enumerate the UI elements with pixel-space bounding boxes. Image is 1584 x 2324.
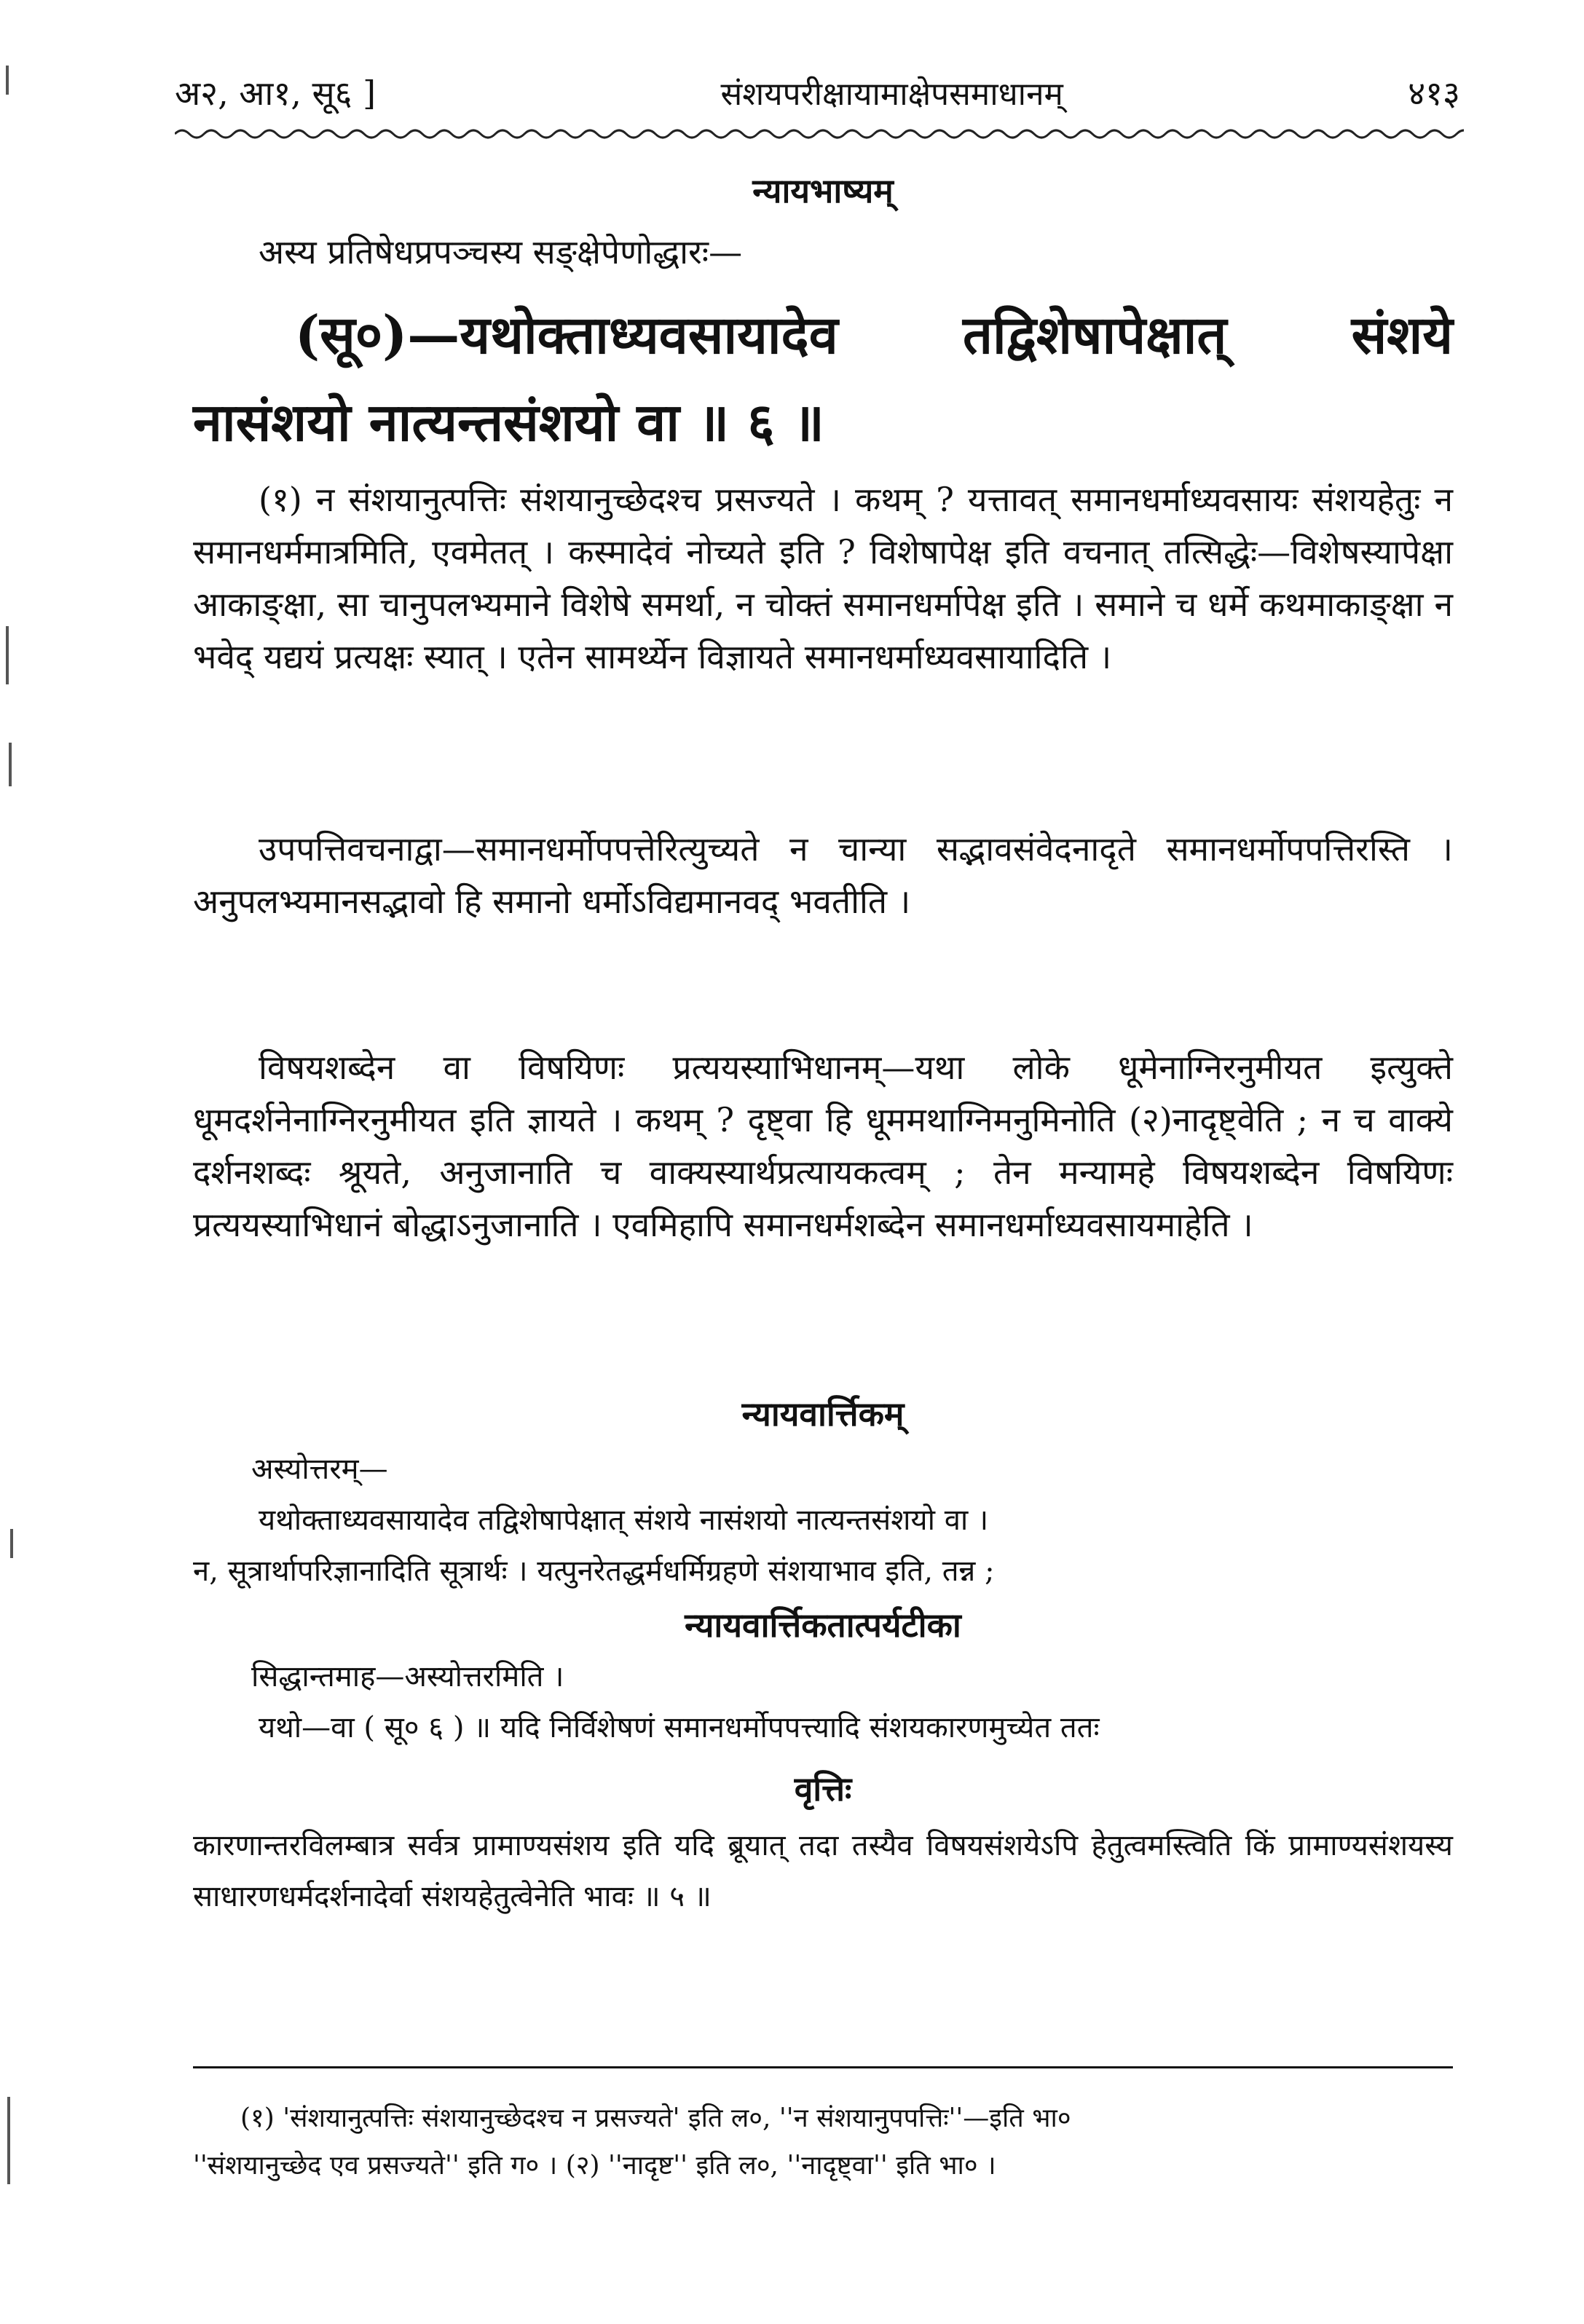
tika-heading: न्यायवार्त्तिकतात्पर्यटीका (685, 1605, 961, 1645)
bhashya-heading: न्यायभाष्यम् (752, 171, 894, 210)
tika-line-2: यथो—वा ( सू० ६ ) ॥ यदि निर्विशेषणं समानधर्मोपपत्त्यादि संशयकारणमुच्येत ततः (259, 1711, 1100, 1744)
sutra-line-2: नासंशयो नात्यन्तसंशयो वा ॥ ६ ॥ (193, 391, 824, 453)
vartika-line-2: न, सूत्रार्थापरिज्ञानादिति सूत्रार्थः । यत्पुनरेतद्धर्मधर्मिग्रहणे संशयाभाव इति, तन्न ; (193, 1554, 995, 1588)
header-section-ref: अ२, आ१, सू६ ] (175, 74, 377, 113)
scan-margin-mark (6, 66, 9, 95)
scan-margin-mark (6, 626, 9, 684)
tika-line-1: सिद्धान्तमाह—अस्योत्तरमिति । (251, 1660, 564, 1693)
running-header (175, 60, 1460, 125)
vartika-intro: अस्योत्तरम्— (251, 1452, 388, 1486)
sutra-line-1: (सू०)—यथोक्ताध्यवसायादेव तद्विशेषापेक्षात् संशये (295, 304, 1453, 365)
bhashya-intro: अस्य प्रतिषेधप्रपञ्चस्य सङ्क्षेपेणोद्धारः— (259, 232, 743, 272)
footnote-2: ''संशयानुच्छेद एव प्रसज्यते'' इति ग० । (२) ''नादृष्ट'' इति ल०, ''नादृष्ट्वा'' इति भा० । (193, 2151, 996, 2181)
header-wavy-rule (175, 125, 1464, 143)
scan-margin-mark (7, 2097, 10, 2184)
vritti-text: कारणान्तरविलम्बात्र सर्वत्र प्रामाण्यसंशय इति यदि ब्रूयात् तदा तस्यैव विषयसंशयेऽपि हेतुत्वमस्त्विति किं प्रामाण्यसंशयस्य साधारणधर्मदर्शनादेर्वा संशयहेतुत्वेनेति भावः ॥ ५ ॥ (193, 1829, 1453, 1913)
scan-margin-mark (10, 1529, 13, 1558)
footnote-1: (१) 'संशयानुत्पत्तिः संशयानुच्छेदश्च न प्रसज्यते' इति ल०, ''न संशयानुपपत्तिः''—इति भा० (240, 2103, 1071, 2133)
vartika-heading: न्यायवार्त्तिकम् (741, 1394, 905, 1434)
footnote-rule (193, 2066, 1453, 2068)
header-title: संशयपरीक्षायामाक्षेपसमाधानम् (720, 76, 1063, 113)
bhashya-paragraph-2: उपपत्तिवचनाद्वा—समानधर्मोपपत्तेरित्युच्यते न चान्या सद्भावसंवेदनादृते समानधर्मोपपत्तिरस्ति । अनुपलभ्यमानसद्भावो हि समानो धर्मोऽविद्यमानवद् भवतीति । (193, 829, 1453, 921)
bhashya-paragraph-3: विषयशब्देन वा विषयिणः प्रत्ययस्याभिधानम्—यथा लोके धूमेनाग्निरनुमीयत इत्युक्ते धूमदर्शनेनाग्निरनुमीयत इति ज्ञायते । कथम् ? दृष्ट्वा हि धूममथाग्निमनुमिनोति (२)नादृष्ट्वेति ; न च वाक्ये दर्शनशब्दः श्रूयते, अनुजानाति च वाक्यस्यार्थप्रत्यायकत्वम् ; तेन मन्यामहे विषयशब्देन विषयिणः प्रत्ययस्याभिधानं बोद्धाऽनुजानाति । एवमिहापि समानधर्मशब्देन समानधर्माध्यवसायमाहेति । (193, 1048, 1453, 1244)
scan-margin-mark (9, 743, 12, 786)
sutra-block (193, 291, 1453, 466)
page-number: ४१३ (1408, 74, 1460, 113)
vartika-line-1: यथोक्ताध्यवसायादेव तद्विशेषापेक्षात् संशये नासंशयो नात्यन्तसंशयो वा । (259, 1503, 989, 1537)
bhashya-paragraph-1: (१) न संशयानुत्पत्तिः संशयानुच्छेदश्च प्रसज्यते । कथम् ? यत्तावत् समानधर्माध्यवसायः संशयहेतुः न समानधर्ममात्रमिति, एवमेतत् । कस्मादेवं नोच्यते इति ? विशेषापेक्ष इति वचनात् तत्सिद्धेः—विशेषस्यापेक्षा आकाङ्क्षा, सा चानुपलभ्यमाने विशेषे समर्था, न चोक्तं समानधर्मापेक्ष इति । समाने च धर्मे कथमाकाङ्क्षा न भवेद् यद्ययं प्रत्यक्षः स्यात् । एतेन सामर्थ्येन विज्ञायते समानधर्माध्यवसायादिति । (193, 480, 1453, 676)
vritti-heading: वृत्तिः (794, 1769, 852, 1809)
